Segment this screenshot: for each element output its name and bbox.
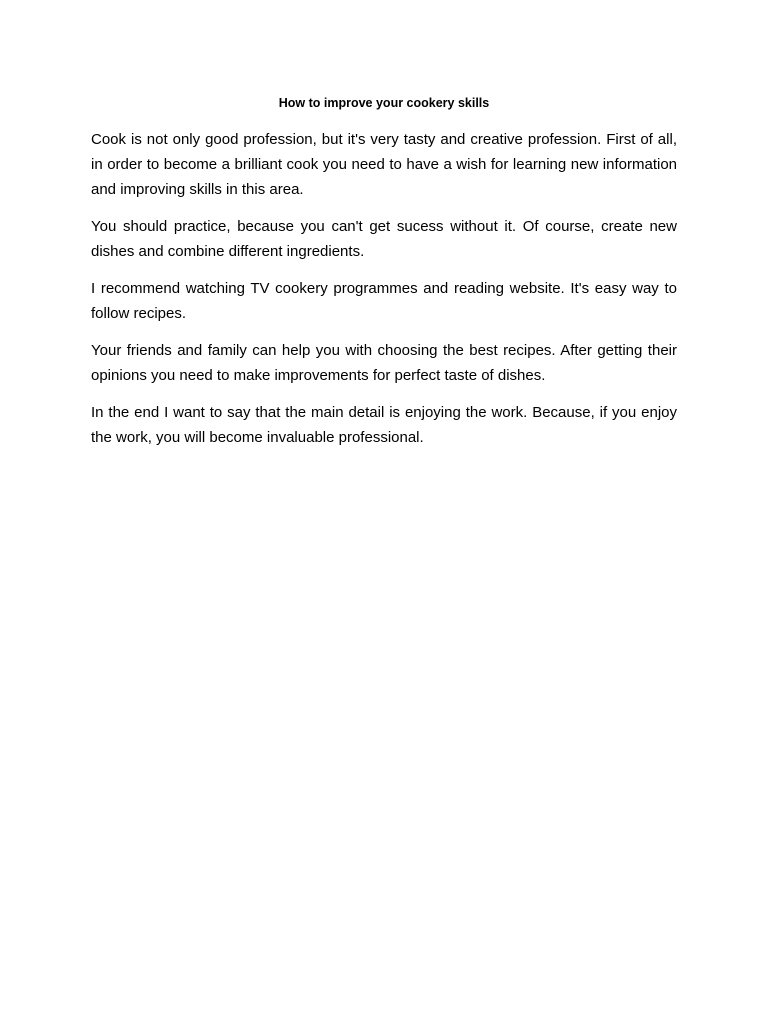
paragraph-4: Your friends and family can help you with choosing the best recipes. After getting their opinions you need to make improvements for perfect taste of dishes. [91, 342, 677, 384]
document-title: How to improve your cookery skills [278, 96, 490, 110]
paragraph-2: You should practice, because you can't get sucess without it. Of course, create new dishes and combine different ingredients. [91, 218, 677, 260]
paragraph-5: In the end I want to say that the main detail is enjoying the work. Because, if you enjoy the work, you will become invaluable professional. [91, 404, 677, 446]
paragraph-1: Cook is not only good profession, but it's very tasty and creative profession. First of all, in order to become a brilliant cook you need to have a wish for learning new information and improving skills in this area. [91, 131, 677, 198]
paragraph-3: I recommend watching TV cookery programmes and reading website. It's easy way to follow recipes. [91, 280, 677, 322]
document-body [91, 127, 677, 462]
